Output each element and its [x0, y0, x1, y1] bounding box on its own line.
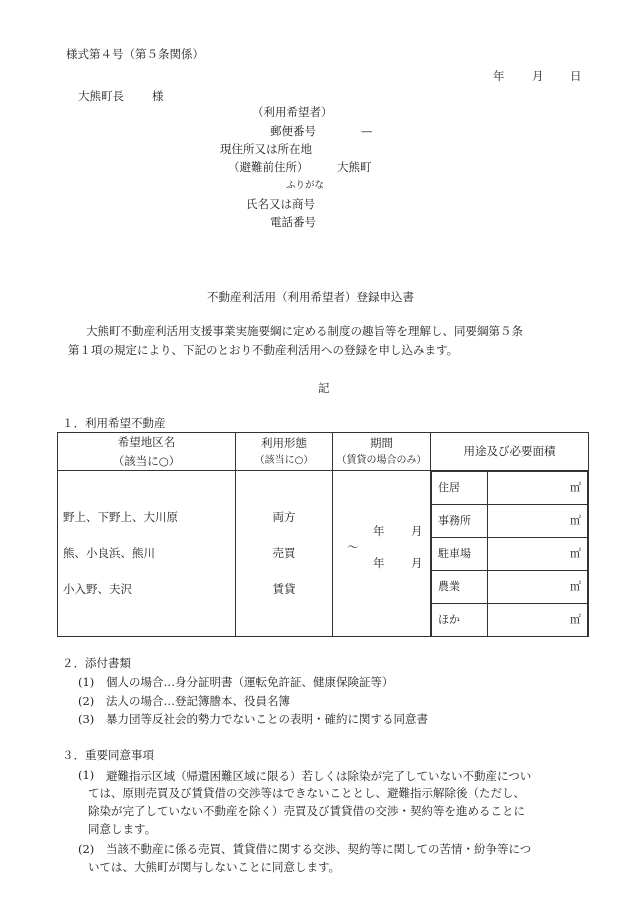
- date-day-label: 日: [570, 69, 582, 83]
- consent-num: (1): [78, 768, 95, 782]
- col-area-label: 希望地区名: [117, 435, 176, 450]
- prev-address-label: （避難前住所）: [228, 160, 309, 174]
- section1-heading: １．利用希望不動産: [62, 416, 166, 430]
- attachment-num: (1): [78, 675, 95, 689]
- postal-code-dash: —: [361, 124, 373, 138]
- section3-heading: ３．重要同意事項: [62, 748, 154, 762]
- document-title: 不動産利活用（利用希望者）登録申込書: [207, 290, 414, 304]
- area-option[interactable]: 野上、下野上、大川原: [63, 509, 178, 524]
- consent-line: 同意します。: [88, 822, 157, 836]
- consent-line: いては、大熊町が関与しないことに同意します。: [88, 860, 341, 874]
- phone-label: 電話番号: [270, 215, 316, 229]
- period-start-month: 月: [411, 523, 423, 538]
- area-options-cell[interactable]: [58, 471, 236, 637]
- consent-line: 除染が完了していない不動産を除く）売買及び賃貸借の交渉・契約等を進めることに: [88, 804, 525, 818]
- use-area-unit[interactable]: ㎡: [488, 538, 588, 571]
- use-row[interactable]: [432, 571, 588, 604]
- table-body-row: [58, 471, 589, 637]
- col-area-sub: （該当に○）: [112, 453, 181, 468]
- use-name: 住居: [432, 472, 488, 505]
- prev-address-value: 大熊町: [337, 160, 372, 174]
- period-cell[interactable]: [333, 471, 431, 637]
- use-name: 事務所: [432, 505, 488, 538]
- col-period-label: 期間: [370, 436, 393, 451]
- attachment-text: 法人の場合…登記簿謄本、役員名簿: [106, 694, 290, 708]
- addressee-honorific: 様: [152, 89, 164, 103]
- name-label: 氏名又は商号: [246, 197, 315, 211]
- consent-line: 当該不動産に係る売買、賃貸借に関する交渉、契約等に関しての苦情・紛争等につ: [106, 842, 532, 856]
- intro-line-2: 第１項の規定により、下記のとおり不動産利活用への登録を申し込みます。: [68, 343, 459, 357]
- col-period-header: [333, 433, 431, 471]
- use-name: 駐車場: [432, 538, 488, 571]
- attachment-text: 個人の場合…身分証明書（運転免許証、健康保険証等）: [106, 675, 394, 689]
- col-form-header: [236, 433, 333, 471]
- use-area-unit[interactable]: ㎡: [488, 571, 588, 604]
- form-option[interactable]: 両方: [272, 510, 296, 525]
- consent-line: 避難指示区域（帰還困難区域に限る）若しくは除染が完了していない不動産につい: [106, 769, 532, 783]
- current-address-label: 現住所又は所在地: [220, 142, 312, 156]
- use-area-table: [431, 471, 588, 636]
- period-tilde: ～: [347, 539, 359, 554]
- use-area-unit[interactable]: ㎡: [488, 472, 588, 505]
- use-row[interactable]: [432, 538, 588, 571]
- attachment-num: (2): [78, 694, 95, 708]
- use-name: ほか: [432, 604, 488, 637]
- use-row[interactable]: [432, 505, 588, 538]
- col-use-label: 用途及び必要面積: [463, 444, 556, 459]
- form-option[interactable]: 賃貸: [272, 582, 296, 597]
- attachment-text: 暴力団等反社会的勢力でないことの表明・確約に関する同意書: [106, 712, 428, 726]
- consent-line: ては、原則売買及び賃貸借の交渉等はできないこととし、避難指示解除後（ただし、: [88, 786, 525, 800]
- form-options-cell[interactable]: [236, 471, 333, 637]
- col-form-label: 利用形態: [261, 436, 307, 451]
- postal-code-label: 郵便番号: [270, 124, 316, 138]
- use-area-unit[interactable]: ㎡: [488, 604, 588, 637]
- form-option[interactable]: 売買: [272, 546, 296, 561]
- section2-heading: ２．添付書類: [62, 656, 131, 670]
- use-name: 農業: [432, 571, 488, 604]
- period-end-month: 月: [411, 555, 423, 570]
- property-table: [57, 432, 589, 637]
- area-option[interactable]: 熊、小良浜、熊川: [63, 545, 155, 560]
- use-row[interactable]: [432, 604, 588, 637]
- period-start-year: 年: [373, 523, 385, 538]
- date-month-label: 月: [532, 69, 544, 83]
- furigana-label: ふりがな: [286, 180, 325, 191]
- consent-num: (2): [78, 842, 95, 856]
- use-area-cell: [431, 471, 589, 637]
- period-end-year: 年: [373, 555, 385, 570]
- use-area-unit[interactable]: ㎡: [488, 505, 588, 538]
- col-area-header: [58, 433, 236, 471]
- consent-item-1: [106, 767, 586, 786]
- form-number: 様式第４号（第５条関係）: [66, 47, 204, 61]
- col-form-sub: （該当に○）: [254, 454, 314, 466]
- addressee-name: 大熊町長: [78, 89, 124, 103]
- area-option[interactable]: 小入野、夫沢: [63, 581, 132, 596]
- col-period-sub: （賃貸の場合のみ）: [336, 454, 427, 466]
- attachment-num: (3): [78, 712, 95, 726]
- date-year-label: 年: [493, 69, 505, 83]
- table-header-row: [58, 433, 589, 471]
- col-use-header: [431, 433, 589, 471]
- intro-line-1: 大熊町不動産利活用支援事業実施要綱に定める制度の趣旨等を理解し、同要綱第５条: [86, 324, 523, 338]
- use-row[interactable]: [432, 472, 588, 505]
- applicant-section-label: （利用希望者）: [252, 105, 333, 119]
- ki-label: 記: [318, 381, 330, 395]
